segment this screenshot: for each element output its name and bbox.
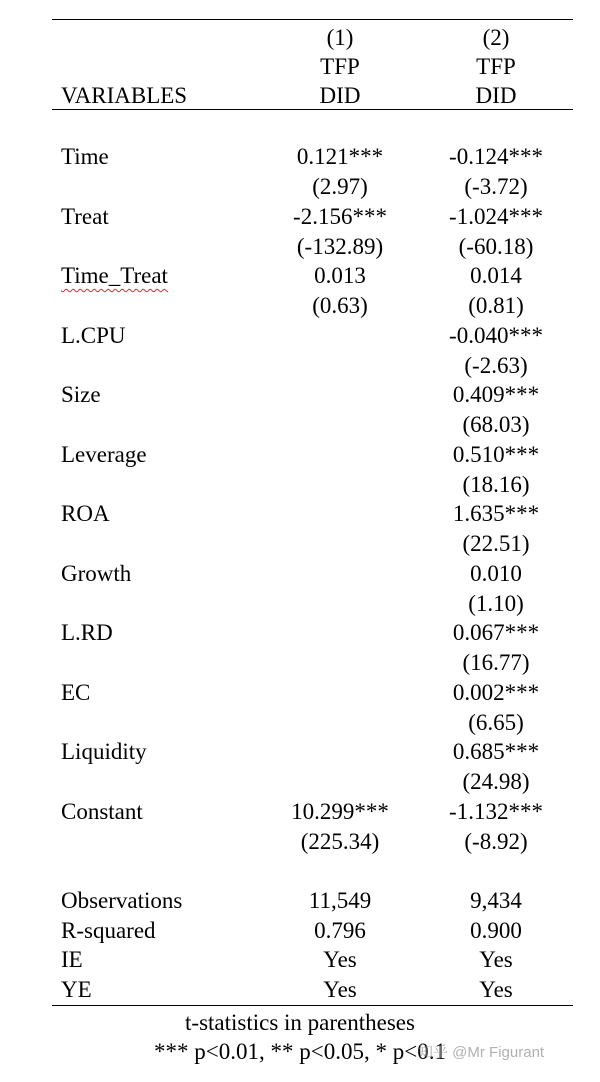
row-coef-col2: -0.124*** (449, 144, 543, 169)
note-significance: *** p<0.01, ** p<0.05, * p<0.1 (154, 1039, 446, 1064)
col-depvar-2: TFP (476, 54, 516, 79)
row-coef-col2: 0.067*** (452, 620, 540, 645)
stat-col1: Yes (323, 977, 357, 1002)
row-tstat-col2: (22.51) (462, 531, 530, 556)
stat-name: IE (61, 947, 83, 972)
row-coef-col2: -0.040*** (449, 323, 543, 348)
row-coef-col2: 0.409*** (452, 382, 540, 407)
col-method-1: DID (319, 83, 361, 108)
stat-col2: Yes (479, 947, 513, 972)
stat-col2: Yes (479, 977, 513, 1002)
row-variable-name: L.CPU (61, 323, 126, 348)
table-top-rule (52, 19, 573, 20)
row-tstat-col2: (0.81) (468, 293, 524, 318)
row-variable-name: Constant (61, 799, 143, 824)
row-coef-col1: 0.013 (314, 263, 366, 288)
col-number-1: (1) (326, 25, 354, 50)
stat-col2: 0.900 (470, 918, 522, 943)
col-depvar-1: TFP (320, 54, 360, 79)
stat-col2: 9,434 (470, 888, 522, 913)
row-variable-name: Leverage (61, 442, 147, 467)
row-tstat-col2: (-2.63) (464, 353, 528, 378)
row-coef-col2: 0.010 (470, 561, 522, 586)
col-number-2: (2) (482, 25, 510, 50)
row-coef-col2: -1.024*** (449, 204, 543, 229)
header-rule (52, 109, 573, 110)
row-tstat-col2: (-60.18) (458, 234, 534, 259)
row-coef-col1: -2.156*** (293, 204, 387, 229)
row-tstat-col2: (-8.92) (464, 829, 528, 854)
row-coef-col2: 0.685*** (452, 739, 540, 764)
stat-col1: Yes (323, 947, 357, 972)
row-variable-name: Size (61, 382, 101, 407)
row-variable-name: Liquidity (61, 739, 147, 764)
row-coef-col1: 0.121*** (296, 144, 384, 169)
watermark: 知乎 @Mr Figurant (418, 1044, 545, 1061)
stat-name: YE (61, 977, 92, 1002)
row-coef-col1: 10.299*** (291, 799, 389, 824)
row-tstat-col2: (16.77) (462, 650, 530, 675)
table-bottom-rule (52, 1005, 573, 1006)
row-tstat-col2: (68.03) (462, 412, 530, 437)
row-variable-name: L.RD (61, 620, 113, 645)
row-tstat-col2: (24.98) (462, 769, 530, 794)
row-variable-name: ROA (61, 501, 110, 526)
row-variable-name: EC (61, 680, 91, 705)
note-t-statistics: t-statistics in parentheses (185, 1010, 415, 1035)
row-tstat-col2: (6.65) (468, 710, 524, 735)
row-coef-col2: 1.635*** (452, 501, 540, 526)
col-method-2: DID (475, 83, 517, 108)
row-variable-name: Time (61, 144, 109, 169)
row-coef-col2: 0.510*** (452, 442, 540, 467)
stat-col1: 11,549 (308, 888, 372, 913)
row-coef-col2: 0.014 (470, 263, 522, 288)
row-tstat-col1: (-132.89) (296, 234, 384, 259)
row-variable-name: Treat (61, 204, 109, 229)
row-tstat-col1: (225.34) (300, 829, 380, 854)
row-variable-name: Time_Treat (61, 263, 168, 288)
stat-col1: 0.796 (314, 918, 366, 943)
row-tstat-col2: (1.10) (468, 591, 524, 616)
row-tstat-col2: (18.16) (462, 472, 530, 497)
row-coef-col2: -1.132*** (449, 799, 543, 824)
row-tstat-col1: (0.63) (312, 293, 368, 318)
variables-header: VARIABLES (61, 83, 188, 108)
row-coef-col2: 0.002*** (452, 680, 540, 705)
stat-name: Observations (61, 888, 183, 913)
stat-name: R-squared (61, 918, 156, 943)
row-tstat-col1: (2.97) (312, 174, 368, 199)
row-variable-name: Growth (61, 561, 132, 586)
row-tstat-col2: (-3.72) (464, 174, 528, 199)
